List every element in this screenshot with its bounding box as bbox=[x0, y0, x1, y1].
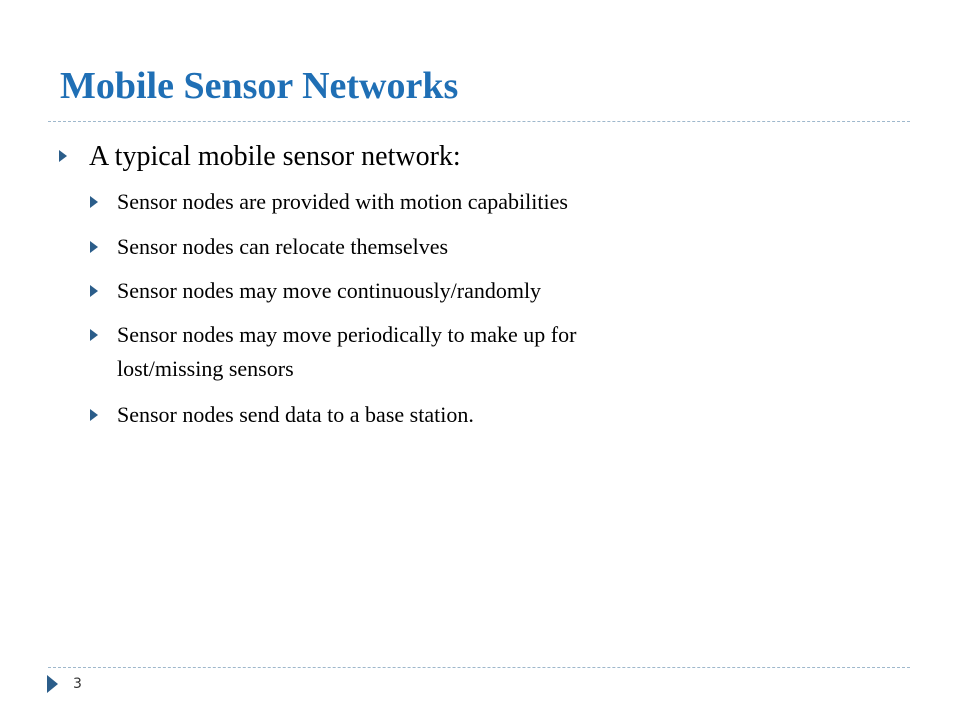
sub-bullet-text: Sensor nodes may move periodically to make up for bbox=[117, 322, 577, 347]
sub-bullet-triangle-icon bbox=[90, 329, 98, 341]
title-divider bbox=[48, 121, 910, 122]
footer-triangle-icon bbox=[47, 675, 58, 693]
sub-bullet-text: Sensor nodes may move continuously/randomly bbox=[117, 278, 542, 303]
sub-bullet-text: Sensor nodes can relocate themselves bbox=[117, 234, 449, 259]
sub-bullet-triangle-icon bbox=[90, 409, 98, 421]
bullet-triangle-icon bbox=[59, 150, 67, 162]
sub-bullet-triangle-icon bbox=[90, 241, 98, 253]
footer-divider bbox=[48, 667, 910, 668]
sub-bullet-text: Sensor nodes send data to a base station. bbox=[117, 402, 474, 427]
sub-bullet-text-continued: lost/missing sensors bbox=[117, 356, 294, 381]
page-number: 3 bbox=[73, 676, 82, 692]
slide-title: Mobile Sensor Networks bbox=[60, 65, 459, 107]
sub-bullet-triangle-icon bbox=[90, 196, 98, 208]
main-bullet-text: A typical mobile sensor network: bbox=[89, 141, 461, 172]
sub-bullet-triangle-icon bbox=[90, 285, 98, 297]
sub-bullet-text: Sensor nodes are provided with motion capabilities bbox=[117, 189, 568, 214]
